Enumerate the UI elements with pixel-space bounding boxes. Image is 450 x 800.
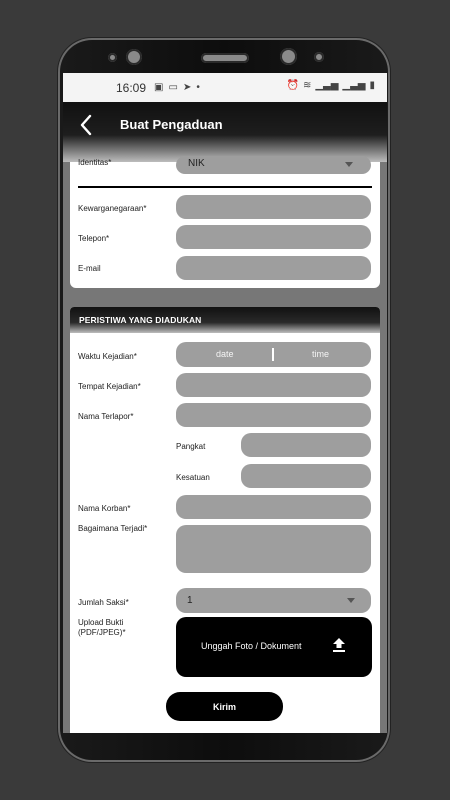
status-bar: [63, 73, 387, 102]
identitas-select[interactable]: [176, 156, 371, 174]
bagaimana-textarea[interactable]: [176, 525, 371, 573]
page-title: Buat Pengaduan: [120, 117, 223, 132]
image-icon: ▣: [154, 82, 164, 93]
date-picker[interactable]: date: [216, 349, 234, 359]
tempat-label: Tempat Kejadian*: [78, 382, 141, 391]
incident-section-header: [70, 307, 380, 333]
upload-label-line1: Upload Bukti: [78, 618, 124, 627]
alarm-icon: ⏰: [286, 80, 299, 91]
status-time: 16:09: [116, 80, 147, 95]
upload-label: [78, 618, 126, 638]
incident-card: [70, 307, 380, 733]
email-input[interactable]: [176, 256, 371, 280]
time-picker[interactable]: time: [312, 349, 330, 359]
form-content: [63, 158, 387, 733]
wifi-icon: ≋: [302, 80, 312, 91]
upload-document-button[interactable]: [176, 617, 372, 677]
kesatuan-label: Kesatuan: [176, 473, 210, 482]
korban-label: Nama Korban*: [78, 504, 131, 513]
identitas-value: NIK: [188, 158, 205, 169]
saksi-value: 1: [187, 595, 193, 606]
pangkat-input[interactable]: [241, 433, 371, 457]
laptop-icon: ▭: [168, 82, 178, 93]
front-camera-right: [280, 48, 297, 65]
pangkat-label: Pangkat: [176, 442, 206, 451]
kesatuan-input[interactable]: [241, 464, 371, 488]
datetime-field: [176, 342, 371, 367]
kewarganegaraan-label: Kewarganegaraan*: [78, 204, 147, 213]
bagaimana-label: Bagaimana Terjadi*: [78, 524, 148, 533]
tempat-input[interactable]: [176, 373, 371, 397]
identitas-label: Identitas*: [78, 158, 112, 167]
app-bar: [63, 102, 387, 162]
dot-icon: •: [196, 82, 200, 93]
sensor-dot-right: [314, 52, 324, 62]
saksi-label: Jumlah Saksi*: [78, 598, 129, 607]
upload-label-line2: (PDF/JPEG)*: [78, 628, 126, 637]
terlapor-input[interactable]: [176, 403, 371, 427]
signal-icon: ▁▃▅: [342, 80, 366, 91]
kewarganegaraan-input[interactable]: [176, 195, 371, 219]
send-icon: ➤: [182, 82, 192, 93]
email-label: E-mail: [78, 264, 101, 273]
korban-input[interactable]: [176, 495, 371, 519]
front-camera-left: [126, 49, 142, 65]
status-icons-right: [286, 80, 375, 91]
battery-icon: ▮: [369, 80, 375, 91]
signal-icon: ▁▃▅: [315, 80, 339, 91]
sensor-dot: [108, 53, 117, 62]
earpiece-speaker: [201, 53, 249, 63]
upload-icon: [332, 637, 346, 658]
identity-card: [70, 158, 380, 288]
submit-button[interactable]: Kirim: [166, 692, 283, 721]
section-divider: [78, 186, 372, 188]
app-screen: [63, 73, 387, 733]
terlapor-label: Nama Terlapor*: [78, 412, 134, 421]
chevron-down-icon: [345, 162, 353, 167]
saksi-select[interactable]: [176, 588, 371, 613]
telepon-label: Telepon*: [78, 234, 110, 243]
incident-section-title: PERISTIWA YANG DIADUKAN: [79, 315, 202, 325]
datetime-separator: [272, 348, 274, 361]
back-arrow-icon[interactable]: [79, 114, 99, 138]
chevron-down-icon: [347, 598, 355, 603]
phone-top-bezel: [58, 38, 390, 74]
status-icons-left: [154, 82, 200, 93]
upload-button-label: Unggah Foto / Dokument: [201, 641, 302, 651]
waktu-label: Waktu Kejadian*: [78, 352, 137, 361]
telepon-input[interactable]: [176, 225, 371, 249]
